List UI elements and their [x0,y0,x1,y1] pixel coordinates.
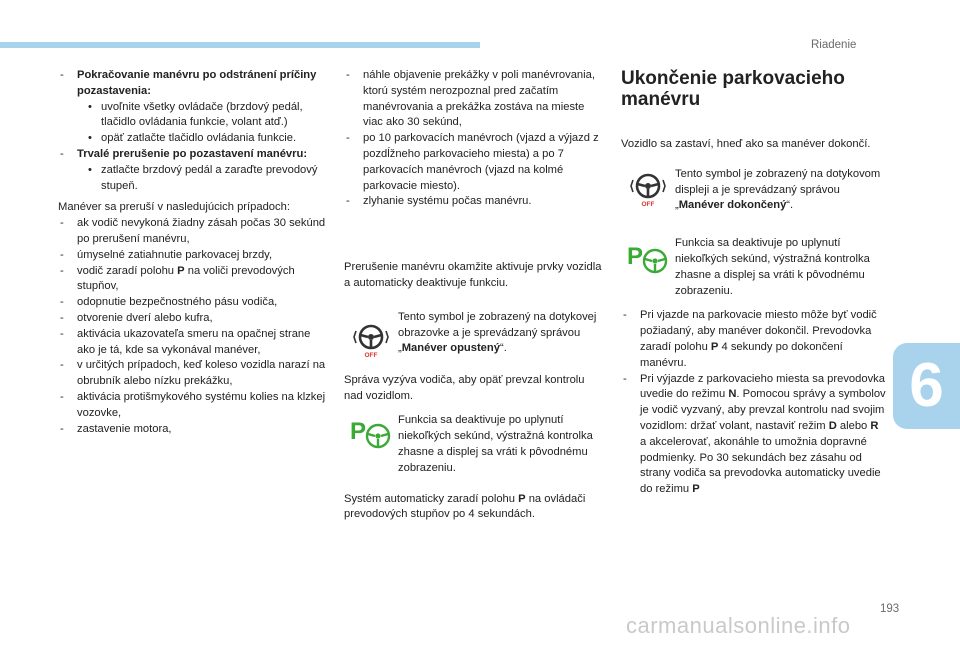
list-item: - aktivácia protišmykového systému kolies na klzkej vozovke, [60,390,326,419]
svg-text:OFF: OFF [641,200,655,207]
park-assist-warning-icon [349,417,393,451]
bullet-item: • uvoľnite všetky ovládače (brzdový pedál, tlačidlo ovládania funkcie, volant atď.) [88,100,303,129]
icon-note: P Funkcia sa deaktivuje po uplynutí niekoľkých sekúnd, výstražná kontrolka zhasne a displej sa vráti k pôvodnému zobrazeniu. [627,237,870,297]
svg-text:OFF: OFF [364,351,378,358]
paragraph: Vozidlo sa zastaví, hneď ako sa manéver dokončí. [621,138,871,150]
list-item: - úmyselné zatiahnutie parkovacej brzdy, [60,248,273,261]
list-item: - otvorenie dverí alebo kufra, [60,311,213,324]
paragraph: Správa vyzýva vodiča, aby opäť prevzal kontrolu nad vozidlom. [344,373,585,402]
column-2 [344,68,606,523]
svg-text:P: P [350,418,367,446]
icon-note: OFF Tento symbol je zobrazený na dotykovom displeji a je sprevádzaný správou „Manéver dokončený“. [621,167,887,214]
chapter-tab: 6 [893,343,960,429]
paragraph: Prerušenie manévru okamžite aktivuje prvky vozidla a automaticky deaktivuje funkciu. [344,261,602,289]
bullet-item: • zatlačte brzdový pedál a zaraďte prevodový stupeň. [88,163,318,192]
column-3 [621,68,887,498]
list-item: - zastavenie motora, [60,422,172,435]
bullet-item: • opäť zatlačte tlačidlo ovládania funkcie. [88,132,297,145]
list-item: - vodič zaradí polohu P na voliči prevodových stupňov, [60,264,295,293]
list-item: - aktivácia ukazovateľa smeru na opačnej strane ako je tá, kde sa vykonával manéver, [60,327,311,356]
section-heading: Ukončenie parkovacieho manévru [621,68,845,110]
icon-note: P Funkcia sa deaktivuje po uplynutí niekoľkých sekúnd, výstražná kontrolka zhasne a displej sa vráti k pôvodnému zobrazeniu. [350,414,593,474]
list-item: - odopnutie bezpečnostného pásu vodiča, [60,296,278,309]
steering-wheel-off-icon [353,322,389,358]
section-title: Riadenie [811,39,857,51]
park-assist-warning-icon [626,242,670,276]
steering-wheel-off-icon [630,171,666,207]
list-item: - zlyhanie systému počas manévru. [346,195,532,208]
svg-text:P: P [627,243,644,271]
watermark: carmanualsonline.info [626,613,851,638]
icon-note: OFF Tento symbol je zobrazený na dotykovej obrazovke a je sprevádzaný správou „Manéver opustený“. [344,310,606,358]
header-accent-bar [0,42,480,48]
list-item: - Pri výjazde z parkovacieho miesta sa prevodovka uvedie do režimu N. Pomocou správy a symbolov je vodič vyzvaný, aby prevzal kontrolu nad svojim vozidlom: držať volant, nastaviť režim D alebo R a akcelerovať, akonáhle to umožnia dopravné podmienky. Po 30 sekundách bez zásahu od strany vodiča sa prevodovka automaticky uvedie do režimu P [623,372,886,496]
page-number: 193 [880,603,900,615]
list-item: - náhle objavenie prekážky v poli manévrovania, ktorú systém nerozpoznal pred začatím manévrovania a prekážka zostáva na mieste viac ako 30 sekúnd, [346,69,595,129]
list-item: - Pokračovanie manévru po odstránení príčiny pozastavenia: [60,69,317,97]
column-1 [58,68,328,437]
list-item: - Pri vjazde na parkovacie miesto môže byť vodič požiadaný, aby manéver dokončil. Prevodovka zaradí polohu P 4 sekundy po dokončení manévru. [623,309,877,369]
paragraph: Systém automaticky zaradí polohu P na ovládači prevodových stupňov po 4 sekundách. [344,492,586,521]
list-item: - v určitých prípadoch, keď koleso vozidla narazí na obrubník alebo nízku prekážku, [60,359,326,388]
list-item: - Trvalé prerušenie po pozastavení manévru: [60,147,308,160]
list-item: - ak vodič nevykoná žiadny zásah počas 30 sekúnd po prerušení manévru, [60,217,326,245]
list-item: - po 10 parkovacích manévroch (vjazd a výjazd z pozdĺžneho parkovacieho miesta) a po 7 parkovacích manévroch (vjazd na kolmé parkovacie miesto). [346,132,599,192]
intro-text: Manéver sa preruší v nasledujúcich prípadoch: [58,201,290,214]
